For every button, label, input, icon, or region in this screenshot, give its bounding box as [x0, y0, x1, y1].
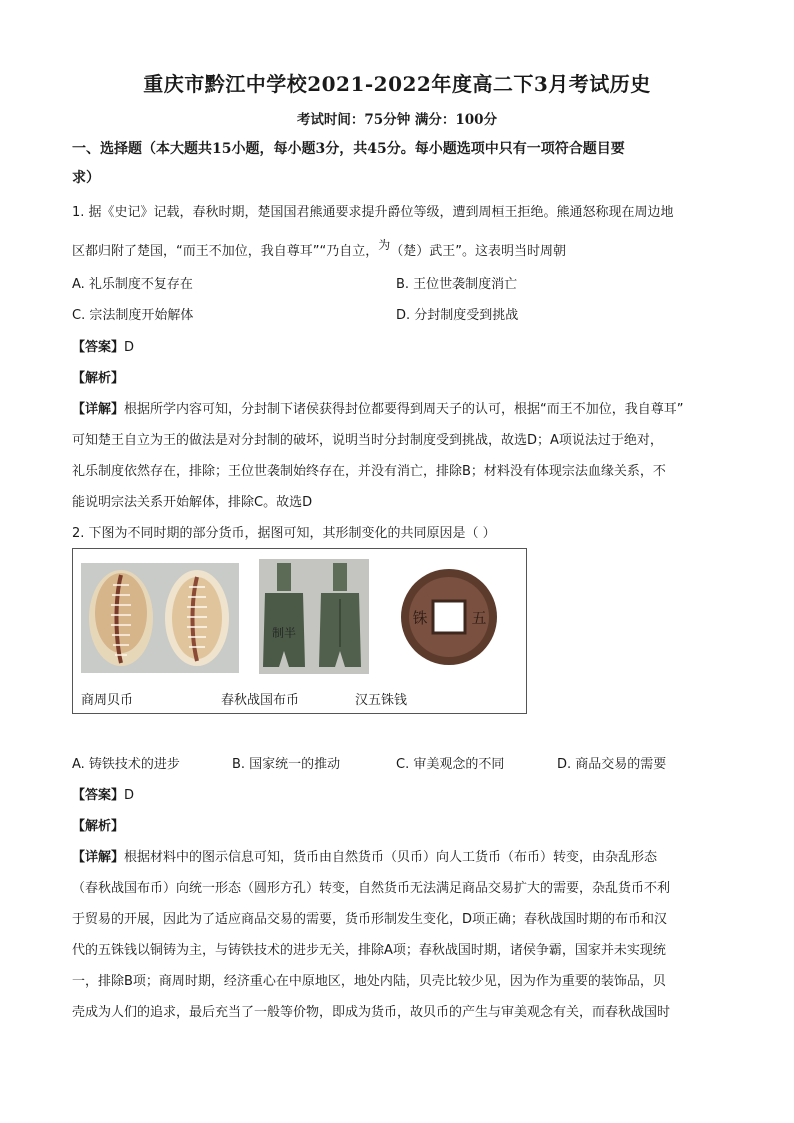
- q2-detail-line1: [72, 849, 732, 867]
- q2-detail-line5: 一，排除B项；商周时期，经济重心在中原地区，地处内陆，贝壳比较少见，因为作为重要的装饰品，贝: [72, 974, 666, 989]
- q2-answer-line: [72, 787, 732, 805]
- exam-info: 考试时间：75分钟 满分：100分: [296, 112, 498, 128]
- q2-stem: 2. 下图为不同时期的部分货币，据图可知，其形制变化的共同原因是（ ）: [72, 526, 496, 541]
- q2-answer-tag: 【答案】: [72, 788, 125, 803]
- q1-analysis-line: [72, 370, 732, 388]
- q1-answer-tag: 【答案】: [72, 340, 125, 355]
- spade-coin-inscription: 制半: [271, 626, 297, 640]
- q1-answer-line: [72, 339, 732, 357]
- q1-stem-line2-sup: 为: [378, 238, 391, 252]
- q2-option-d: D. 商品交易的需要: [557, 757, 667, 772]
- currency-figure: [72, 548, 527, 714]
- q1-detail-line1: [72, 401, 732, 419]
- cowrie-shells-image: [81, 563, 239, 673]
- q1-detail-tag: 【详解】: [72, 402, 125, 417]
- q1-detail-line2: 可知楚王自立为王的做法是对分封制的破坏，说明当时分封制度受到挑战，故选D；A项说法过于绝对，: [72, 433, 663, 448]
- spade-coins-image: [259, 559, 369, 674]
- q2-detail-line6: 壳成为人们的追求，最后充当了一般等价物，即成为货币，故贝币的产生与审美观念有关，而春秋战国时: [72, 1005, 671, 1020]
- q1-option-c: C. 宗法制度开始解体: [72, 308, 194, 323]
- q1-stem-line2: [72, 238, 732, 261]
- q2-detail-tag: 【详解】: [72, 850, 125, 865]
- wuzhu-coin-char-left: 铢: [412, 609, 428, 627]
- wuzhu-coin-image: [399, 567, 499, 667]
- q2-detail-line4: 代的五铢钱以铜铸为主，与铸铁技术的进步无关，排除A项；春秋战国时期，诸侯争霸，国家并未实现统: [72, 943, 666, 958]
- q1-detail-line4: 能说明宗法关系开始解体，排除C。故选D: [72, 495, 313, 510]
- q1-detail-text1: 根据所学内容可知，分封制下诸侯获得封位都要得到周天子的认可，根据“而王不加位，我自尊耳”: [124, 402, 684, 417]
- page-title: 重庆市黔江中学校2021-2022年度高二下3月考试历史: [143, 72, 651, 96]
- q2-detail-text1: 根据材料中的图示信息可知，货币由自然货币（贝币）向人工货币（布币）转变，由杂乱形态: [124, 850, 658, 865]
- q2-option-c: C. 审美观念的不同: [396, 757, 505, 772]
- caption-spade-money: 春秋战国布币: [221, 693, 300, 708]
- q2-analysis-tag: 【解析】: [72, 819, 125, 834]
- q1-stem-line2-a: 区都归附了楚国，“而王不加位，我自尊耳”“乃自立，: [72, 244, 379, 259]
- q1-detail-line3: 礼乐制度依然存在，排除；王位世袭制始终存在，并没有消亡，排除B；材料没有体现宗法血缘关系，不: [72, 464, 666, 479]
- q1-option-a: A. 礼乐制度不复存在: [72, 277, 193, 292]
- q1-option-b: B. 王位世袭制度消亡: [396, 277, 518, 292]
- q1-option-d: D. 分封制度受到挑战: [396, 308, 519, 323]
- cowrie-shell-right: [165, 570, 229, 666]
- q2-analysis-line: [72, 818, 732, 836]
- q1-analysis-tag: 【解析】: [72, 371, 125, 386]
- q2-answer-value: D: [124, 788, 135, 803]
- caption-shell-money: 商周贝币: [81, 693, 134, 708]
- q1-stem-line2-b: （楚）武王”。这表明当时周朝: [390, 244, 566, 259]
- q2-option-b: B. 国家统一的推动: [232, 757, 341, 772]
- q2-option-a: A. 铸铁技术的进步: [72, 757, 180, 772]
- q1-stem-line1: 1. 据《史记》记载，春秋时期，楚国国君熊通要求提升爵位等级，遭到周桓王拒绝。熊通怒称现在周边地: [72, 205, 674, 220]
- q2-detail-line3: 于贸易的开展，因此为了适应商品交易的需要，货币形制发生变化，D项正确；春秋战国时期的布币和汉: [72, 912, 668, 927]
- q2-detail-line2: （春秋战国布币）向统一形态（圆形方孔）转变，自然货币无法满足商品交易扩大的需要，杂乱货币不利: [72, 881, 671, 896]
- section-heading-line1: 一、选择题（本大题共15小题，每小题3分，共45分。每小题选项中只有一项符合题目要: [72, 141, 625, 157]
- wuzhu-coin-char-right: 五: [471, 609, 487, 627]
- cowrie-shell-left: [89, 570, 153, 666]
- caption-wuzhu-coin: 汉五铢钱: [355, 693, 408, 708]
- section-heading-line2: 求）: [72, 170, 100, 186]
- q1-answer-value: D: [124, 340, 135, 355]
